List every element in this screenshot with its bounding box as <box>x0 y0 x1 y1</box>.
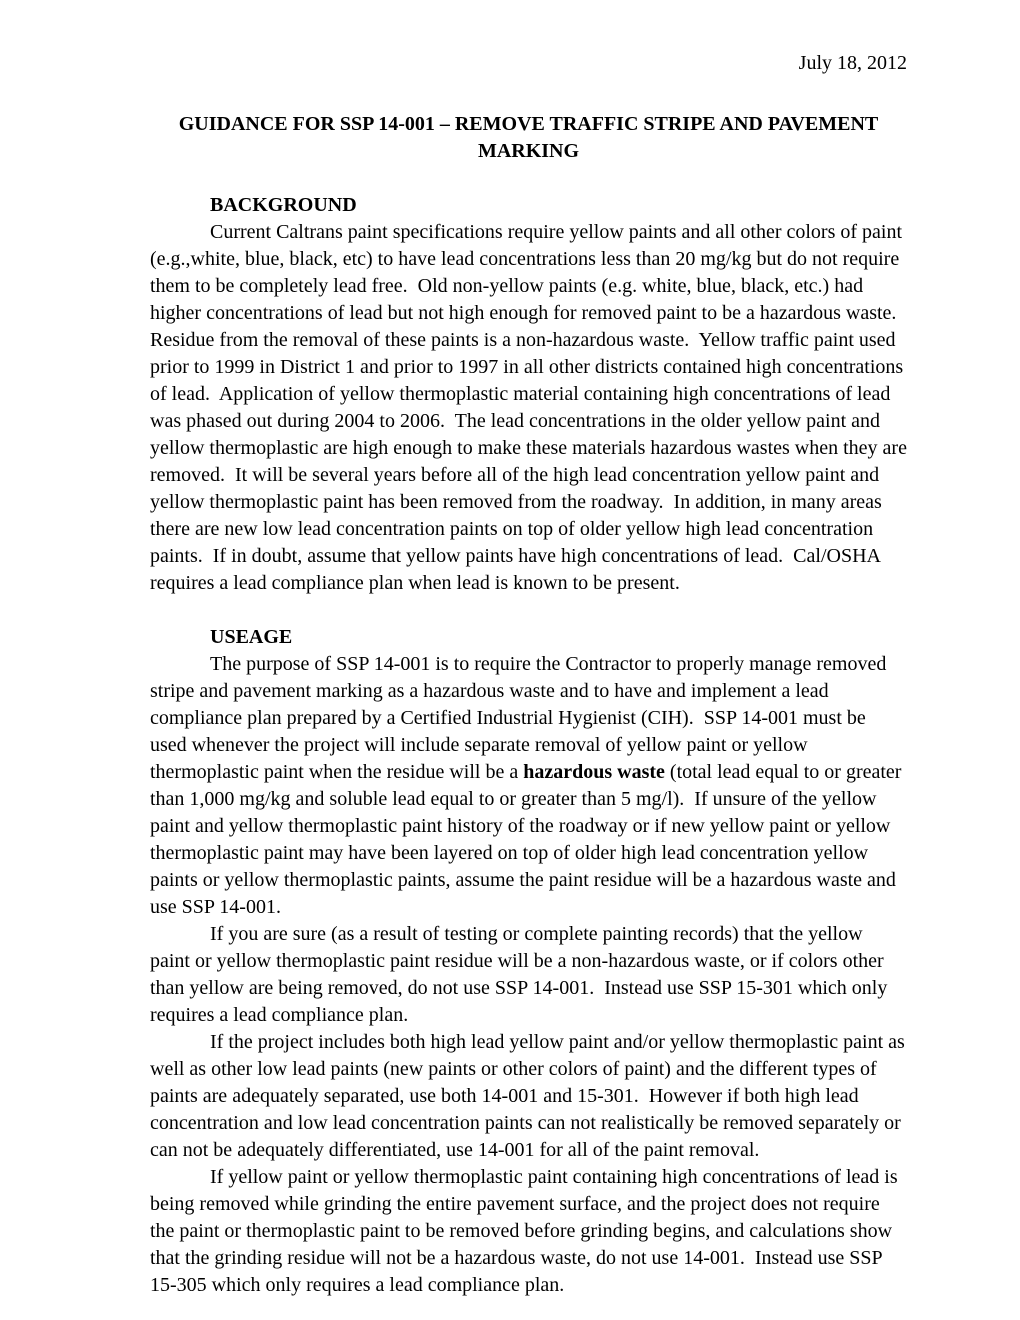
document-title-line-2: MARKING <box>477 140 580 162</box>
document-title <box>150 111 907 165</box>
useage-paragraph-1-text-before: The purpose of SSP 14-001 is to require the Contractor to properly manage removed stripe and pavement marking as a hazardous waste and to have and implement a lead compliance plan prepared by a Certified Industrial Hygienist (CIH). SSP 14-001 must be used whenever the project will include separate removal of yellow paint or yellow thermoplastic paint when the residue will be a <box>150 653 892 783</box>
document-title-line-1: GUIDANCE FOR SSP 14-001 – REMOVE TRAFFIC STRIPE AND PAVEMENT <box>178 113 879 135</box>
hazardous-waste-bold-phrase: hazardous waste <box>523 761 665 783</box>
useage-paragraph-1 <box>150 651 907 921</box>
useage-paragraph-2: If you are sure (as a result of testing or complete painting records) that the yellow paint or yellow thermoplastic paint residue will be a non-hazardous waste, or if colors other than yellow are being removed, do not use SSP 14-001. Instead use SSP 15-301 which only requires a lead compliance plan. <box>150 923 893 1026</box>
useage-paragraph-3: If the project includes both high lead yellow paint and/or yellow thermoplastic paint as well as other low lead paints (new paints or other colors of paint) and the different types of paints are adequately separated, use both 14-001 and 15-301. However if both high lead concentration and low lead concentration paints can not realistically be removed separately or can not be adequately differentiated, use 14-001 for all of the paint removal. <box>150 1031 910 1161</box>
useage-paragraph-1-text-after: (total lead equal to or greater than 1,000 mg/kg and soluble lead equal to or greater than 5 mg/l). If unsure of the yellow paint and yellow thermoplastic paint history of the roadway or if new yellow paint or yellow thermoplastic paint may have been layered on top of older high lead concentration yellow paints or yellow thermoplastic paints, assume the paint residue will be a hazardous waste and use SSP 14-001. <box>150 761 907 918</box>
document-date: July 18, 2012 <box>798 52 907 74</box>
section-heading-background: BACKGROUND <box>210 194 357 216</box>
background-paragraph: Current Caltrans paint specifications require yellow paints and all other colors of paint (e.g.,white, blue, black, etc) to have lead concentrations less than 20 mg/kg but do not require them to be completely lead free. Old non-yellow paints (e.g. white, blue, black, etc.) had higher concentrations of lead but not high enough for removed paint to be a hazardous waste. Residue from the removal of these paints is a non-hazardous waste. Yellow traffic paint used prior to 1999 in District 1 and prior to 1997 in all other districts contained high concentrations of lead. Application of yellow thermoplastic material containing high concentrations of lead was phased out during 2004 to 2006. The lead concentrations in the older yellow paint and yellow thermoplastic are high enough to make these materials hazardous wastes when they are removed. It will be several years before all of the high lead concentration yellow paint and yellow thermoplastic paint has been removed from the roadway. In addition, in many areas there are new low lead concentration paints on top of older yellow high lead concentration paints. If in doubt, assume that yellow paints have high concentrations of lead. Cal/OSHA requires a lead compliance plan when lead is known to be present. <box>150 221 912 594</box>
section-heading-useage: USEAGE <box>210 626 293 648</box>
useage-paragraph-4: If yellow paint or yellow thermoplastic paint containing high concentrations of lead is being removed while grinding the entire pavement surface, and the project does not require the paint or thermoplastic paint to be removed before grinding begins, and calculations show that the grinding residue will not be a hazardous waste, do not use 14-001. Instead use SSP 15-305 which only requires a lead compliance plan. <box>150 1166 903 1296</box>
